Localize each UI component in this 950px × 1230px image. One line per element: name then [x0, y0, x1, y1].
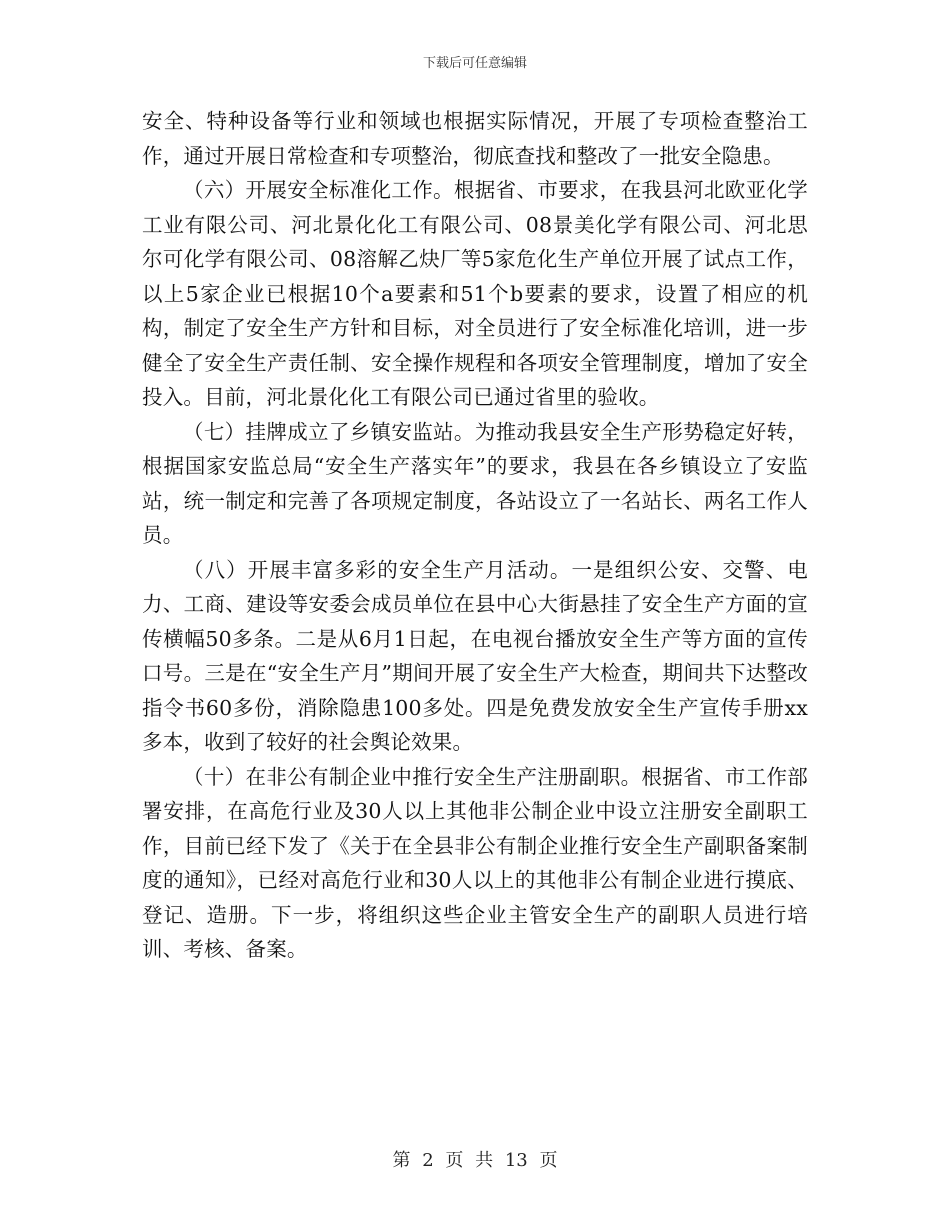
paragraph-section-10: （十）在非公有制企业中推行安全生产注册副职。根据省、市工作部署安排，在高危行业及30人以上其他非公制企业中设立注册安全副职工作，目前已经下发了《关于在全县非公有制企业推行安全生产副职备案制度的通知》，已经对高危行业和30人以上的其他非公有制企业进行摸底、登记、造册。下一步，将组织这些企业主管安全生产的副职人员进行培训、考核、备案。	[142, 764, 808, 961]
page-number: 第 2 页 共 13 页	[392, 1150, 558, 1171]
paragraph-continuation: 安全、特种设备等行业和领域也根据实际情况，开展了专项检查整治工作，通过开展日常检查和专项整治，彻底查找和整改了一批安全隐患。	[142, 109, 808, 168]
paragraph-section-6: （六）开展安全标准化工作。根据省、市要求，在我县河北欧亚化学工业有限公司、河北景化化工有限公司、08景美化学有限公司、河北思尔可化学有限公司、08溶解乙炔厂等5家危化生产单位开展了试点工作，以上5家企业已根据10个a要素和51个b要素的要求，设置了相应的机构，制定了安全生产方针和目标，对全员进行了安全标准化培训，进一步健全了安全生产责任制、安全操作规程和各项安全管理制度，增加了安全投入。目前，河北景化化工有限公司已通过省里的验收。	[142, 178, 808, 409]
paragraph-section-7: （七）挂牌成立了乡镇安监站。为推动我县安全生产形势稳定好转，根据国家安监总局“安全生产落实年”的要求，我县在各乡镇设立了安监站，统一制定和完善了各项规定制度，各站设立了一名站长、两名工作人员。	[142, 419, 808, 547]
document-body	[142, 104, 808, 967]
paragraph-section-8: （八）开展丰富多彩的安全生产月活动。一是组织公安、交警、电力、工商、建设等安委会成员单位在县中心大街悬挂了安全生产方面的宣传横幅50多条。二是从6月1日起，在电视台播放安全生产等方面的宣传口号。三是在“安全生产月”期间开展了安全生产大检查，期间共下达整改指令书60多份，消除隐患100多处。四是免费发放安全生产宣传手册xx多本，收到了较好的社会舆论效果。	[142, 557, 808, 754]
header-note: 下载后可任意编辑	[422, 56, 527, 71]
